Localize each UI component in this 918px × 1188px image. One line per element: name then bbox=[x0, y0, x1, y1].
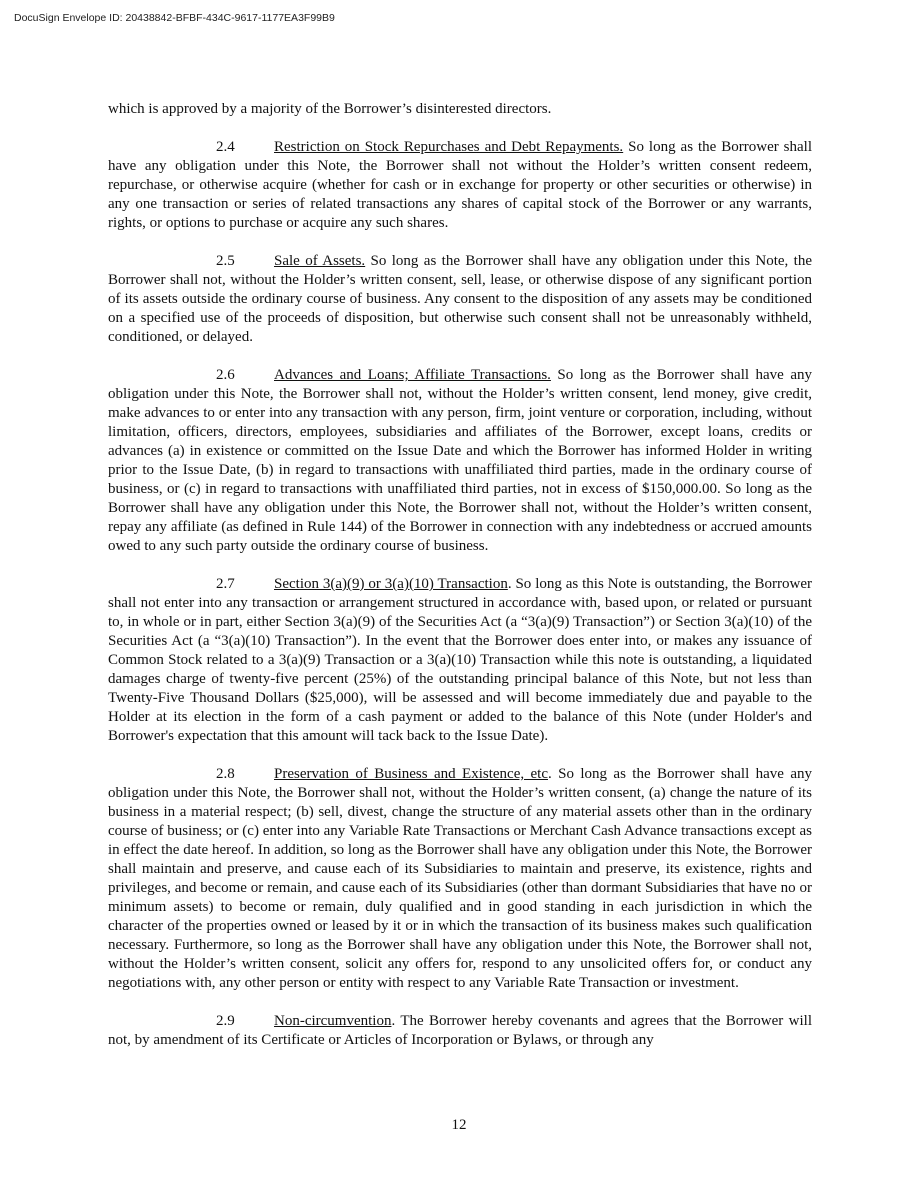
section-number: 2.8 bbox=[216, 766, 235, 782]
section-body: . So long as this Note is outstanding, the Borrower shall not enter into any transaction or arrangement structured in accordance with, based upon, or related or pursuant to, in whole or in part, either Section 3(a)(9) of the Securities Act (a “3(a)(9) Transaction”) or Section 3(a)(10) of the Securities Act (a “3(a)(10) Transaction”). In the event that the Borrower does enter into, or makes any issuance of Common Stock related to a 3(a)(9) Transaction or a 3(a)(10) Transaction while this note is outstanding, a liquidated damages charge of twenty-five percent (25%) of the outstanding principal balance of this Note, but not less than Twenty-Five Thousand Dollars ($25,000), will be assessed and will become immediately due and payable to the Holder at its election in the form of a cash payment or added to the balance of this Note (under Holder's and Borrower's expectation that this amount will tack back to the Issue Date). bbox=[108, 576, 812, 744]
envelope-id: DocuSign Envelope ID: 20438842-BFBF-434C-9617-1177EA3F99B9 bbox=[14, 12, 335, 24]
section-heading: Section 3(a)(9) or 3(a)(10) Transaction bbox=[274, 576, 508, 592]
section-2-4 bbox=[108, 138, 812, 233]
section-body: So long as the Borrower shall have any obligation under this Note, the Borrower shall not, without the Holder’s written consent, sell, lease, or otherwise dispose of any significant portion of its assets outside the ordinary course of business. Any consent to the disposition of any assets may be conditioned on a specified use of the proceeds of disposition, but otherwise such consent shall not be unreasonably withheld, conditioned, or delayed. bbox=[108, 253, 813, 345]
section-heading: Restriction on Stock Repurchases and Debt Repayments. bbox=[274, 139, 624, 155]
section-body: So long as the Borrower shall have any obligation under this Note, the Borrower shall not without the Holder’s written consent redeem, repurchase, or otherwise acquire (whether for cash or in exchange for property or other securities or otherwise) in any one transaction or series of related transactions any shares of capital stock of the Borrower or any warrants, rights, or options to purchase or acquire any such shares. bbox=[108, 139, 812, 231]
section-body: . The Borrower hereby covenants and agrees that the Borrower will not, by amendment of its Certificate or Articles of Incorporation or Bylaws, or through any bbox=[108, 1013, 812, 1048]
section-2-9 bbox=[108, 1012, 812, 1050]
section-body: . So long as the Borrower shall have any obligation under this Note, the Borrower shall not, without the Holder’s written consent, (a) change the nature of its business in a material respect; (b) sell, divest, change the structure of any material assets other than in the ordinary course of business; or (c) enter into any Variable Rate Transactions or Merchant Cash Advance transactions except as in effect the date hereof. In addition, so long as the Borrower shall have any obligation under this Note, the Borrower shall maintain and preserve, and cause each of its Subsidiaries to maintain and preserve, its existence, rights and privileges, and become or remain, and cause each of its Subsidiaries (other than dormant Subsidiaries that have no or minimum assets) to become or remain, duly qualified and in good standing in each jurisdiction in which the character of the properties owned or leased by it or in which the transaction of its business makes such qualification necessary. Furthermore, so long as the Borrower shall have any obligation under this Note, the Borrower shall not, without the Holder’s written consent, solicit any offers for, respond to any unsolicited offers for, or conduct any negotiations with, any other person or entity with respect to any Variable Rate Transaction or investment. bbox=[108, 766, 812, 991]
intro-paragraph: which is approved by a majority of the Borrower’s disinterested directors. bbox=[108, 101, 552, 117]
section-heading: Sale of Assets. bbox=[274, 253, 366, 269]
section-body: So long as the Borrower shall have any obligation under this Note, the Borrower shall not, without the Holder’s written consent, lend money, give credit, make advances to or enter into any transaction with any person, firm, joint venture or corporation, including, without limitation, officers, directors, employees, subsidiaries and affiliates of the Borrower, except loans, credits or advances (a) in existence or committed on the Issue Date and which the Borrower has informed Holder in writing prior to the Issue Date, (b) in regard to transactions with unaffiliated third parties, made in the ordinary course of business, or (c) in regard to transactions with unaffiliated third parties, not in excess of $150,000.00. So long as the Borrower shall have any obligation under this Note, the Borrower shall not, without the Holder’s written consent, repay any affiliate (as defined in Rule 144) of the Borrower in connection with any indebtedness or accrued amounts owed to any such party outside the ordinary course of business. bbox=[108, 367, 812, 554]
section-number: 2.4 bbox=[216, 139, 235, 155]
section-2-5 bbox=[108, 252, 812, 347]
document-body bbox=[108, 100, 812, 1069]
section-number: 2.9 bbox=[216, 1013, 235, 1029]
section-number: 2.5 bbox=[216, 253, 235, 269]
section-number: 2.7 bbox=[216, 576, 235, 592]
section-2-8 bbox=[108, 765, 812, 993]
section-2-7 bbox=[108, 575, 812, 746]
section-2-6 bbox=[108, 366, 812, 556]
section-number: 2.6 bbox=[216, 367, 235, 383]
section-heading: Non-circumvention bbox=[274, 1013, 392, 1029]
page-number: 12 bbox=[451, 1117, 467, 1133]
section-heading: Preservation of Business and Existence, etc bbox=[274, 766, 548, 782]
section-heading: Advances and Loans; Affiliate Transactions. bbox=[274, 367, 551, 383]
